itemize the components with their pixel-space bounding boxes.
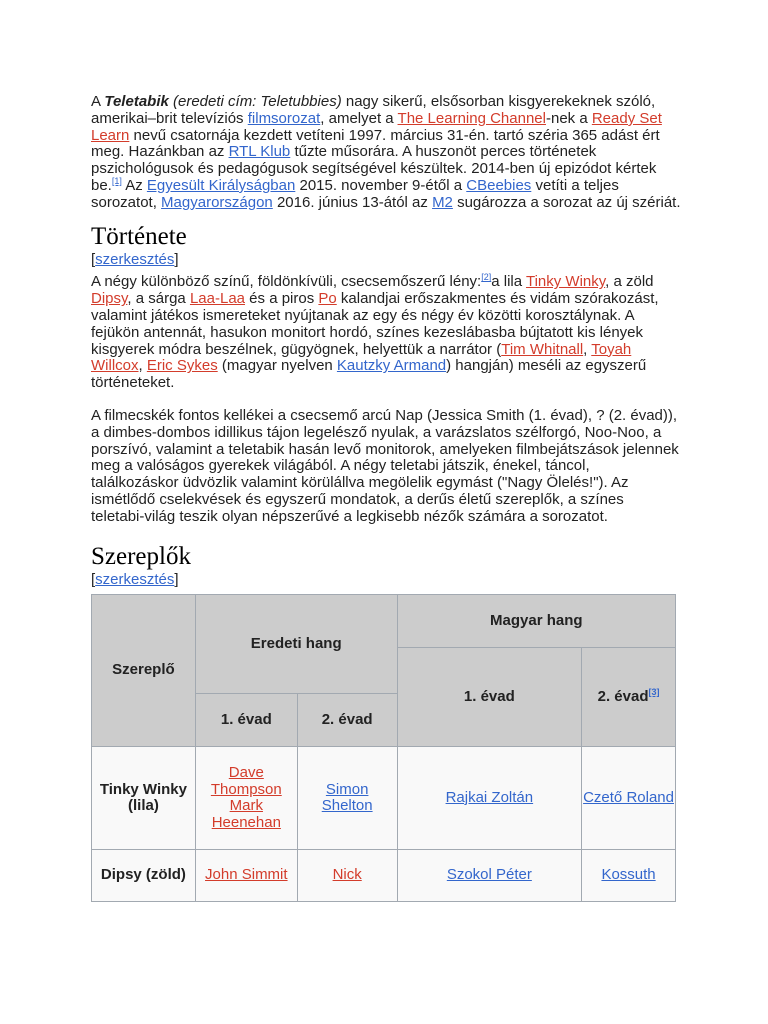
link-tinky-winky[interactable]: Tinky Winky <box>525 273 606 291</box>
table-row <box>92 747 676 850</box>
orig-voice-s2-cell <box>297 747 397 850</box>
story-text: és a piros <box>245 290 319 308</box>
intro-text: vetíti a teljes sorozatot, <box>91 176 619 211</box>
voice-link[interactable]: John Simmit <box>205 866 288 884</box>
orig-voice-s1-cell <box>195 850 297 902</box>
voice-link[interactable]: Kossuth <box>601 866 656 884</box>
article-title-term: Teletabik <box>104 93 169 110</box>
link-rtl-klub[interactable]: RTL Klub <box>228 143 291 161</box>
story-text: , a zöld <box>605 273 654 291</box>
header-character: Szereplő <box>92 595 196 747</box>
intro-text: Az <box>121 176 147 194</box>
edit-link-tortenete[interactable]: szerkesztés <box>95 250 175 268</box>
link-laa-laa[interactable]: Laa-Laa <box>189 290 246 308</box>
link-dipsy[interactable]: Dipsy <box>91 290 128 308</box>
link-egyesult-kiralysag[interactable]: Egyesült Királyságban <box>146 176 296 194</box>
character-cell: Tinky Winky (lila) <box>92 747 196 850</box>
story-text: kalandjai erőszakmentes és vidám szórakozást, valamint játékos ismereteket nyújtanak az egy és négy év közötti korosztálynak. A fejükön antennát, hasukon monitort hordó, színes kezeslábasba bújtatott kis lények kisgyerek módra beszélnek, gügyögnek, helyettük a narrátor ( <box>91 290 659 358</box>
orig-voice-s1-cell <box>195 747 297 850</box>
intro-text: sugározza a sorozat az új szériát. <box>452 193 681 211</box>
header-orig-season-2: 2. évad <box>297 694 397 747</box>
voice-link[interactable]: Szokol Péter <box>446 866 532 884</box>
header-original-voice: Eredeti hang <box>195 595 397 694</box>
reference-1[interactable]: [1] <box>111 175 122 186</box>
link-po[interactable]: Po <box>318 290 337 308</box>
section-edit-szereplok <box>91 572 681 589</box>
intro-text: nevű csatornája kezdett vetíteni 1997. március 31-én. tartó széria 365 adást ért meg. Hazánkban az <box>91 126 660 161</box>
intro-text: 2016. június 13-ától az <box>272 193 433 211</box>
intro-paragraph <box>91 94 681 212</box>
section-heading-tortenete: Története <box>91 222 187 250</box>
link-toyah-willcox[interactable]: Toyah Willcox <box>91 340 632 375</box>
link-eric-sykes[interactable]: Eric Sykes <box>146 357 218 375</box>
intro-text: , amelyet a <box>320 109 398 127</box>
intro-text: tűzte műsorára. A huszonöt perces történetek pszichológusok és pedagógusok segítségével készültek. 2014-ben új epizódot kértek be. <box>91 143 657 194</box>
story-text: a lila <box>491 273 526 291</box>
voice-link[interactable]: Dave Thompson Mark Heenehan <box>210 763 282 832</box>
link-m2[interactable]: M2 <box>432 193 453 211</box>
voice-link[interactable]: Czető Roland <box>583 788 674 806</box>
hu-voice-s2-cell <box>582 747 676 850</box>
voice-link[interactable]: Rajkai Zoltán <box>445 788 534 806</box>
story-text: , <box>583 340 592 358</box>
link-tim-whitnall[interactable]: Tim Whitnall <box>501 340 584 358</box>
story-paragraph-2: A filmecskék fontos kellékei a csecsemő arcú Nap (Jessica Smith (1. évad), ? (2. évad)), a dimbes-dombos idillikus tájon legelésző nyulak, a varázslatos szélforgó, Noo-Noo, a porszívó, valamint a teletabik hasán levő monitorok, amelyeken filmbejátszások jelennek meg a valóságos gyerekek világából. A négy teletabi játszik, énekel, táncol, találkozáskor üdvözlik valamint körülállva megölelik egymást ("Nagy Ölelés!"). Az ismétlődő cselekvések és egyszerű mondatok, a derűs életű szereplők, a színes teletabi-világ teszik olyan népszerűvé a legkisebb nézők számára a sorozatot. <box>91 406 679 525</box>
table-row <box>92 850 676 902</box>
header-hu-season-2 <box>582 648 676 747</box>
link-filmsorozat[interactable]: filmsorozat <box>247 109 321 127</box>
reference-2[interactable]: [2] <box>481 272 492 283</box>
article-body <box>91 94 681 902</box>
edit-bracket: [ <box>91 250 96 268</box>
intro-text: -nek a <box>545 109 592 127</box>
story-text: ) hangján) meséli az egyszerű történeteket. <box>91 357 647 392</box>
section-edit-tortenete <box>91 252 681 269</box>
voice-link[interactable]: Simon Shelton <box>321 780 373 815</box>
header-hu-season-1: 1. évad <box>397 648 582 747</box>
edit-bracket: ] <box>174 570 179 588</box>
header-orig-season-1: 1. évad <box>195 694 297 747</box>
orig-voice-s2-cell <box>297 850 397 902</box>
section-heading-szereplok: Szereplők <box>91 542 191 570</box>
edit-bracket: [ <box>91 570 96 588</box>
header-hu-season-2-label: 2. évad <box>597 687 649 705</box>
link-learning-channel[interactable]: The Learning Channel <box>397 109 546 127</box>
intro-text: nagy sikerű, elsősorban kisgyerekeknek szóló, amerikai–brit televíziós <box>91 93 656 127</box>
story-text: , a sárga <box>127 290 190 308</box>
edit-link-szereplok[interactable]: szerkesztés <box>95 570 175 588</box>
hu-voice-s1-cell <box>397 747 582 850</box>
link-cbeebies[interactable]: CBeebies <box>466 176 532 194</box>
intro-text: 2015. november 9-étől a <box>295 176 467 194</box>
story-text: (magyar nyelven <box>217 357 337 375</box>
character-cell: Dipsy (zöld) <box>92 850 196 902</box>
reference-3[interactable]: [3] <box>648 686 660 697</box>
story-paragraph-1 <box>91 274 681 392</box>
hu-voice-s2-cell <box>582 850 676 902</box>
voice-link[interactable]: Nick <box>332 866 362 884</box>
original-title-text: (eredeti cím: Teletubbies) <box>168 93 342 110</box>
story-text: A négy különböző színű, földönkívüli, csecsemőszerű lény: <box>91 273 482 291</box>
link-ready-set-learn[interactable]: Ready Set Learn <box>91 109 662 144</box>
intro-text: A <box>91 93 105 110</box>
cast-table <box>91 594 676 902</box>
story-text: , <box>138 357 147 375</box>
link-magyarorszag[interactable]: Magyarországon <box>161 193 273 211</box>
link-kautzky-armand[interactable]: Kautzky Armand <box>336 357 447 375</box>
header-hungarian-voice: Magyar hang <box>397 595 675 648</box>
edit-bracket: ] <box>174 250 179 268</box>
hu-voice-s1-cell <box>397 850 582 902</box>
